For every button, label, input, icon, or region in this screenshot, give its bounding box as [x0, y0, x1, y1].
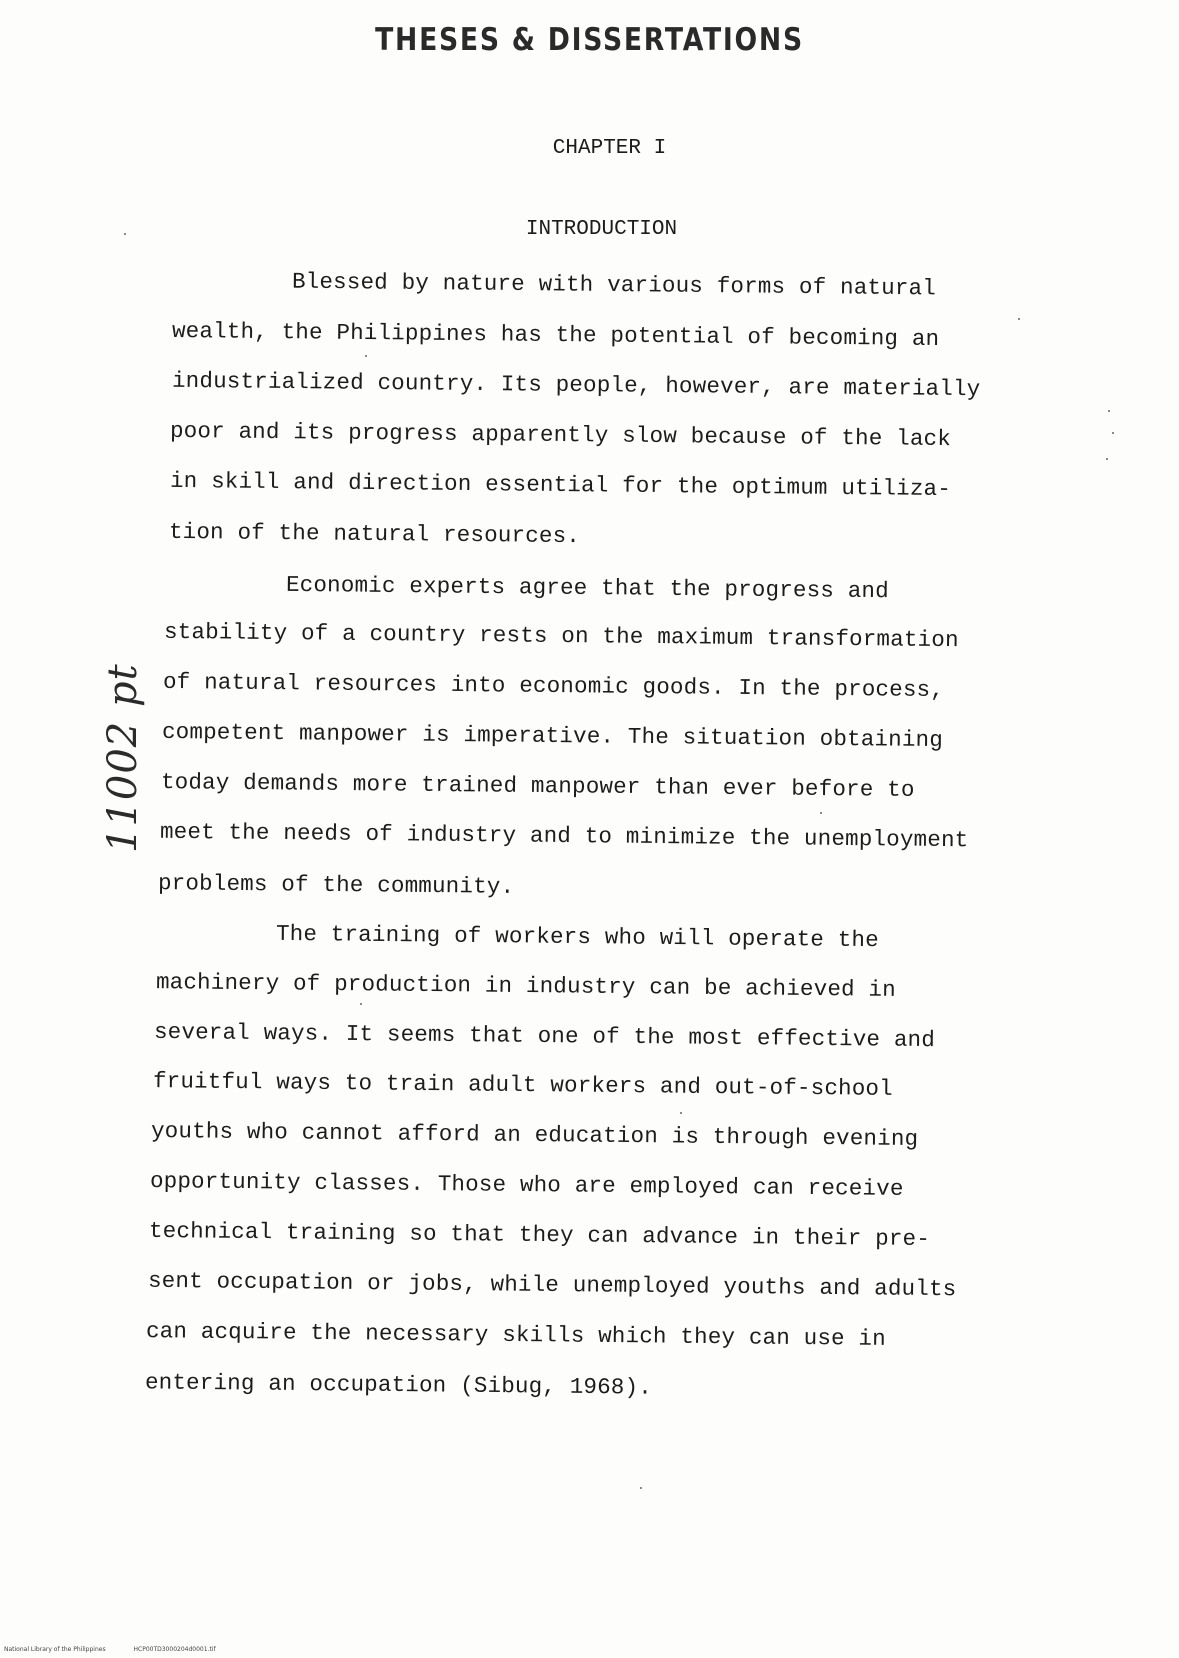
scan-speck: [1106, 458, 1108, 460]
text-line: Blessed by nature with various forms of natural: [291, 268, 937, 302]
text-line: entering an occupation (Sibug, 1968).: [144, 1369, 653, 1401]
scan-speck: [640, 1487, 642, 1489]
text-line: tion of the natural resources.: [168, 518, 581, 550]
text-line: problems of the community.: [157, 870, 515, 900]
text-line: machinery of production in industry can be achieved in: [155, 969, 897, 1003]
text-line: Economic experts agree that the progress and: [285, 571, 890, 605]
text-line: opportunity classes. Those who are employed can receive: [149, 1168, 904, 1202]
scan-speck: [820, 812, 822, 814]
text-line: youths who cannot afford an education is through evening: [150, 1117, 919, 1153]
margin-note-text: 11002 pt: [100, 663, 146, 853]
text-line: fruitful ways to train adult workers and out-of-school: [152, 1068, 894, 1102]
theses-stamp: THESES & DISSERTATIONS: [375, 22, 804, 58]
scan-footer: [4, 1646, 242, 1653]
scan-speck: [1018, 318, 1020, 320]
scan-speck: [365, 355, 367, 357]
text-line: wealth, the Philippines has the potential of becoming an: [171, 317, 940, 353]
text-line: poor and its progress apparently slow because of the lack: [169, 417, 952, 453]
text-line: stability of a country rests on the maximum transformation: [163, 618, 959, 654]
text-line: meet the needs of industry and to minimize the unemployment: [159, 818, 969, 854]
footer-library: National Library of the Philippines: [4, 1646, 106, 1653]
text-line: competent manpower is imperative. The situation obtaining: [161, 718, 944, 754]
text-line: of natural resources into economic goods. In the process,: [162, 668, 945, 704]
text-line: can acquire the necessary skills which they can use in: [145, 1318, 887, 1352]
text-line: several ways. It seems that one of the most effective and: [153, 1018, 936, 1054]
chapter-heading: CHAPTER I: [552, 137, 667, 160]
text-line: sent occupation or jobs, while unemployed youths and adults: [147, 1267, 957, 1303]
text-line: industrialized country. Its people, however, are materially: [171, 367, 981, 403]
scan-speck: [124, 233, 126, 235]
scan-speck: [1112, 432, 1114, 434]
handwritten-margin-note: [68, 605, 146, 855]
scan-speck: [360, 1003, 362, 1005]
scan-speck: [1108, 410, 1110, 412]
section-title: INTRODUCTION: [525, 218, 678, 241]
footer-file-id: HCP00TD3000204d0001.tif: [133, 1646, 216, 1653]
text-line: in skill and direction essential for the optimum utiliza-: [169, 467, 952, 503]
scan-speck: [680, 1112, 682, 1114]
text-line: The training of workers who will operate the: [275, 920, 880, 954]
text-line: technical training so that they can advance in their pre-: [148, 1217, 931, 1253]
text-line: today demands more trained manpower than ever before to: [160, 769, 915, 803]
